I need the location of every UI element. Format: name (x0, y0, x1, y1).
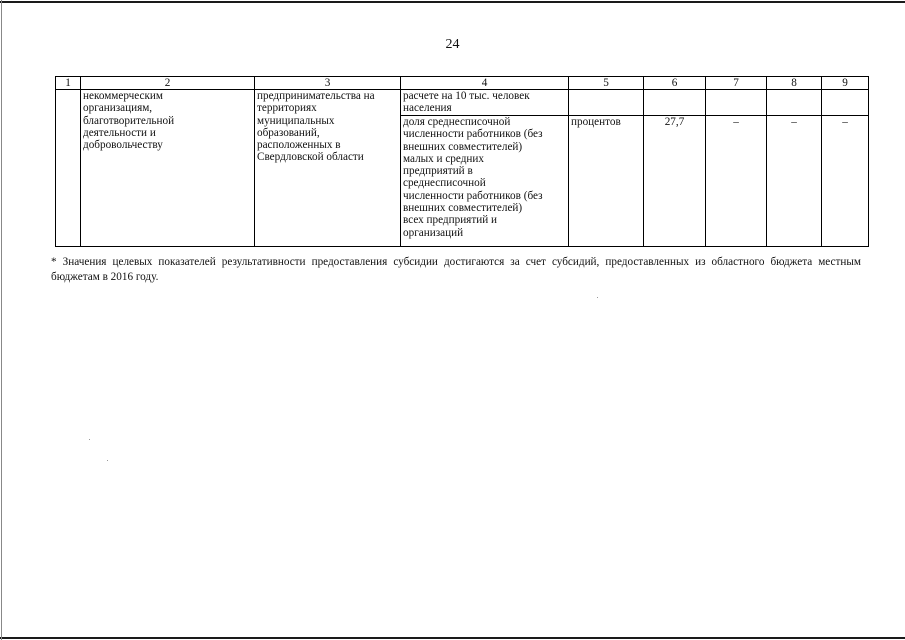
header-cell: 1 (56, 77, 81, 90)
scan-speck (89, 439, 90, 440)
header-cell: 6 (644, 77, 706, 90)
value-cell (706, 90, 767, 116)
page-number: 24 (445, 37, 460, 52)
header-cell: 3 (255, 77, 401, 90)
unit-cell (569, 90, 644, 116)
recipients-cell: предпринимательства на территориях муниципальных образований, расположенных в Свердловской области (255, 90, 401, 247)
page-bottom-edge (0, 637, 905, 639)
value-cell (644, 90, 706, 116)
indicators-table (55, 76, 869, 247)
value-cell: – (767, 116, 822, 247)
value-cell: – (822, 116, 869, 247)
value-cell (767, 90, 822, 116)
scan-speck (597, 297, 598, 298)
page-top-edge (0, 1, 905, 3)
table-header-row (56, 77, 869, 90)
row-number-cell (56, 90, 81, 247)
table-row (56, 90, 869, 116)
value-cell: 27,7 (644, 116, 706, 247)
unit-cell: процентов (569, 116, 644, 247)
header-cell: 4 (401, 77, 569, 90)
scan-speck (107, 460, 108, 461)
indicator-cell: доля среднесписочной численности работников (без внешних совместителей) малых и средних предприятий в среднесписочной численности работников (без внешних совместителей) всех предприятий и организаций (401, 116, 569, 247)
value-cell (822, 90, 869, 116)
page-left-edge (1, 0, 2, 640)
header-cell: 8 (767, 77, 822, 90)
footnote: * Значения целевых показателей результативности предоставления субсидии достигаются за счет субсидий, предоставленных из областного бюджета местным бюджетам в 2016 году. (51, 256, 861, 283)
subsidy-purpose-cell: некоммерческим организациям, благотворительной деятельности и добровольчеству (81, 90, 255, 247)
header-cell: 7 (706, 77, 767, 90)
header-cell: 9 (822, 77, 869, 90)
header-cell: 2 (81, 77, 255, 90)
value-cell: – (706, 116, 767, 247)
header-cell: 5 (569, 77, 644, 90)
indicator-cell: расчете на 10 тыс. человек населения (401, 90, 569, 116)
